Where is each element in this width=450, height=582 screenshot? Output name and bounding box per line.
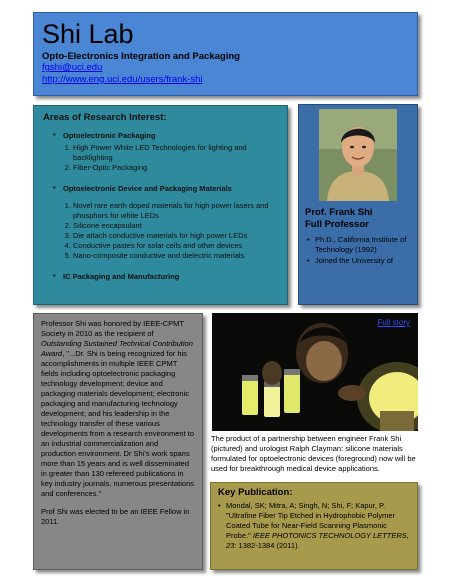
research-item: 4. Conductive pastes for solar cells and other devices	[73, 241, 278, 251]
page-title: Shi Lab	[42, 19, 134, 49]
research-heading: Areas of Research Interest:	[43, 112, 167, 123]
email-link[interactable]: fgshi@uci.edu	[42, 62, 103, 73]
profile-bullets	[305, 235, 411, 266]
research-category: • Optoelectronic Packaging	[53, 131, 278, 140]
portrait-image	[319, 109, 397, 201]
research-item: 3. Die attach conductive materials for high power LEDs	[73, 231, 278, 241]
key-publication-panel	[210, 482, 418, 570]
research-item: 2. Fiber-Optic Packaging	[73, 163, 278, 173]
research-item: 2. Silicone encapsulant	[73, 221, 278, 231]
profile-bullet: • Joined the University of	[315, 256, 411, 266]
research-list	[43, 143, 278, 172]
research-category: • IC Packaging and Manufacturing	[53, 272, 278, 281]
award-name: Outstanding Sustained Technical Contribution Award	[41, 339, 193, 358]
key-publication-heading: Key Publication:	[218, 487, 293, 498]
header-panel	[33, 12, 418, 96]
profile-panel	[298, 104, 418, 305]
professor-title: Full Professor	[305, 219, 369, 230]
journal-name: IEEE PHOTONICS TECHNOLOGY LETTERS, 23:	[226, 531, 409, 550]
honor-text: Professor Shi was honored by IEEE-CPMT Society in 2010 as the recipient of	[41, 319, 184, 338]
website-link[interactable]: http://www.eng.uci.edu/users/frank-shi	[42, 74, 203, 85]
honor-panel	[33, 313, 203, 570]
full-story-link[interactable]: Full story	[377, 318, 410, 327]
honor-text: , "...Dr. Shi is being recognized for his accomplishments in multiple IEEE CPMT fields including optoelectronic packaging technology development; device and packaging materials development; electronic packaging and manufacturing technology development; and his leadership in the technology transfer of these various developments from a research environment to an industrial commercialization and production environment. Dr Shi's work spans more than 15 years and is well disseminated in greater than 130 refereed publications in key industry journals, numerous presentations and conferences."	[41, 349, 194, 498]
honor-paragraph	[41, 319, 195, 499]
research-item: 5. Nano-composite conductive and dielectric materials	[73, 251, 278, 261]
portrait-photo	[319, 109, 397, 201]
professor-name: Prof. Frank Shi	[305, 207, 373, 218]
citation-text: Mondal, SK; Mitra, A; Singh, N; Shi, F; Kapur, P. "Ultrafine Fiber Tip Etched in Hydrophobic Polymer Coated Tube for Near-Field Scanning Plasmonic Probe."	[226, 501, 395, 540]
research-panel	[33, 105, 288, 305]
research-item: 1. High Power White LED Technologies for lighting and backlighting	[73, 143, 278, 162]
lab-photo	[212, 313, 418, 431]
fellow-paragraph: Prof Shi was elected to be an IEEE Fellow in 2011.	[41, 507, 190, 526]
publication-citation	[218, 501, 410, 551]
research-item: 1. Novel rare earth doped materials for high power lasers and phosphors for white LEDs	[73, 201, 278, 220]
citation-pages: 1382-1384 (2011).	[236, 541, 300, 550]
research-category: • Optoelectronic Device and Packaging Materials	[53, 184, 278, 193]
lab-subtitle: Opto-Electronics Integration and Packaging	[42, 51, 240, 62]
feature-image	[212, 313, 418, 431]
profile-bullet: • Ph.D., California Institute of Technology (1992)	[315, 235, 411, 254]
research-list	[43, 201, 278, 260]
image-caption: The product of a partnership between engineer Frank Shi (pictured) and urologist Ralph Clayman: silicone materials formulated for optoelectronic devices (foreground) now will be used for breakthrough medical device applications.	[211, 434, 416, 473]
